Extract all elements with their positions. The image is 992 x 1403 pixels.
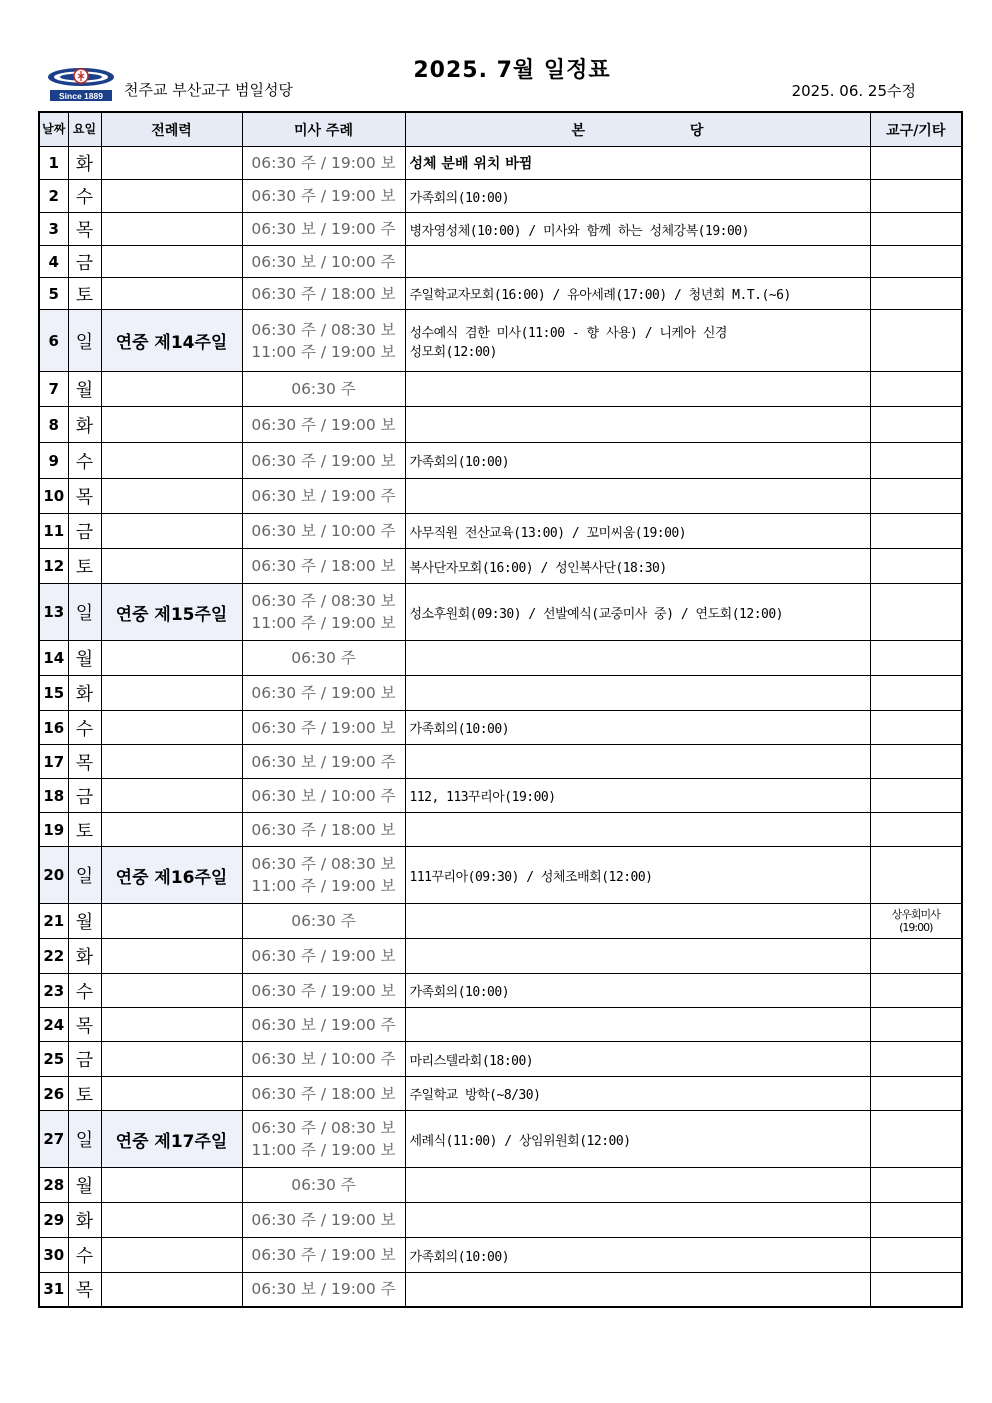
liturgy-cell bbox=[101, 407, 242, 443]
weekday-cell: 목 bbox=[68, 1008, 101, 1042]
liturgy-cell bbox=[101, 904, 242, 939]
diocese-event-cell bbox=[870, 779, 962, 813]
mass-line: 06:30 보 / 19:00 주 bbox=[251, 1015, 396, 1034]
day-cell: 24 bbox=[39, 1008, 68, 1042]
weekday-cell: 목 bbox=[68, 213, 101, 246]
liturgy-cell bbox=[101, 676, 242, 711]
weekday-cell: 일 bbox=[68, 847, 101, 904]
liturgy-cell bbox=[101, 745, 242, 779]
parish-event-text: 성수예식 겸한 미사(11:00 - 향 사용) / 니케아 신경 bbox=[409, 325, 727, 341]
weekday-cell: 금 bbox=[68, 514, 101, 549]
mass-cell bbox=[242, 147, 405, 180]
diocese-event-cell bbox=[870, 847, 962, 904]
liturgy-cell bbox=[101, 974, 242, 1008]
diocese-event-cell bbox=[870, 1168, 962, 1203]
table-row bbox=[39, 479, 962, 514]
liturgy-cell bbox=[101, 278, 242, 310]
mass-line: 06:30 주 / 19:00 보 bbox=[251, 1246, 396, 1264]
diocese-event-cell bbox=[870, 904, 962, 939]
weekday-cell: 화 bbox=[68, 407, 101, 443]
liturgy-cell bbox=[101, 1042, 242, 1077]
mass-cell bbox=[242, 1238, 405, 1273]
parish-event-cell bbox=[405, 278, 870, 310]
table-row bbox=[39, 676, 962, 711]
diocese-event-cell bbox=[870, 479, 962, 514]
mass-cell bbox=[242, 372, 405, 407]
weekday-cell: 월 bbox=[68, 372, 101, 407]
document-header bbox=[0, 0, 992, 110]
revision-date: 2025. 06. 25수정 bbox=[791, 82, 916, 100]
mass-line: 06:30 주 bbox=[291, 912, 356, 930]
diocese-event-cell bbox=[870, 745, 962, 779]
mass-line: 06:30 주 / 08:30 보 bbox=[251, 855, 396, 873]
mass-cell bbox=[242, 1203, 405, 1238]
day-cell: 8 bbox=[39, 407, 68, 443]
table-row bbox=[39, 1008, 962, 1042]
day-cell: 15 bbox=[39, 676, 68, 711]
parish-event-text: 성소후원회(09:30) / 선발예식(교중미사 중) / 연도회(12:00) bbox=[409, 606, 783, 622]
liturgy-cell bbox=[101, 939, 242, 974]
table-row bbox=[39, 549, 962, 584]
day-cell: 5 bbox=[39, 278, 68, 310]
parish-event-text: 세례식(11:00) / 상임위원회(12:00) bbox=[409, 1133, 631, 1149]
diocese-event-cell bbox=[870, 641, 962, 676]
day-cell: 26 bbox=[39, 1077, 68, 1111]
day-cell: 9 bbox=[39, 443, 68, 479]
liturgy-cell bbox=[101, 514, 242, 549]
day-cell: 3 bbox=[39, 213, 68, 246]
column-header-day: 날짜 bbox=[39, 112, 68, 147]
diocese-event-cell bbox=[870, 1273, 962, 1307]
diocese-event-cell bbox=[870, 1008, 962, 1042]
mass-line: 06:30 보 / 19:00 주 bbox=[251, 220, 396, 238]
diocese-event-cell bbox=[870, 310, 962, 372]
mass-line: 06:30 주 / 19:00 보 bbox=[251, 415, 396, 434]
liturgy-cell bbox=[101, 479, 242, 514]
parish-event-text: 마리스텔라회(18:00) bbox=[409, 1053, 534, 1069]
diocese-event-cell bbox=[870, 1077, 962, 1111]
mass-line: 11:00 주 / 19:00 보 bbox=[251, 1141, 396, 1159]
liturgy-cell bbox=[101, 246, 242, 278]
weekday-cell: 목 bbox=[68, 745, 101, 779]
mass-line: 06:30 주 / 19:00 보 bbox=[251, 154, 396, 172]
day-cell: 31 bbox=[39, 1273, 68, 1307]
weekday-cell: 토 bbox=[68, 549, 101, 584]
day-cell: 29 bbox=[39, 1203, 68, 1238]
day-cell: 25 bbox=[39, 1042, 68, 1077]
weekday-cell: 토 bbox=[68, 1077, 101, 1111]
day-cell: 7 bbox=[39, 372, 68, 407]
mass-cell bbox=[242, 641, 405, 676]
diocese-event-cell bbox=[870, 246, 962, 278]
day-cell: 4 bbox=[39, 246, 68, 278]
parish-event-text: 가족회의(10:00) bbox=[409, 985, 510, 1000]
table-row bbox=[39, 278, 962, 310]
schedule-table bbox=[38, 111, 963, 1308]
day-cell: 10 bbox=[39, 479, 68, 514]
mass-line: 06:30 보 / 19:00 주 bbox=[251, 487, 396, 505]
mass-line: 06:30 주 / 19:00 보 bbox=[251, 451, 396, 470]
day-cell: 17 bbox=[39, 745, 68, 779]
liturgy-cell bbox=[101, 372, 242, 407]
mass-line: 06:30 주 / 19:00 보 bbox=[251, 981, 396, 1000]
parish-event-cell bbox=[405, 1077, 870, 1111]
mass-cell bbox=[242, 310, 405, 372]
mass-cell bbox=[242, 711, 405, 745]
liturgy-cell bbox=[101, 779, 242, 813]
parish-event-cell bbox=[405, 1042, 870, 1077]
table-row bbox=[39, 407, 962, 443]
table-row bbox=[39, 213, 962, 246]
logo-text: Since 1889 bbox=[59, 91, 103, 101]
diocese-event-cell bbox=[870, 1111, 962, 1168]
diocese-event-cell bbox=[870, 278, 962, 310]
mass-cell bbox=[242, 180, 405, 213]
mass-cell bbox=[242, 813, 405, 847]
parish-event-cell bbox=[405, 514, 870, 549]
liturgy-cell bbox=[101, 711, 242, 745]
mass-line: 06:30 주 bbox=[291, 380, 356, 398]
parish-event-text: 병자영성체(10:00) / 미사와 함께 하는 성체강복(19:00) bbox=[409, 223, 749, 239]
mass-cell bbox=[242, 407, 405, 443]
mass-cell bbox=[242, 779, 405, 813]
parish-event-cell bbox=[405, 407, 870, 443]
column-header-weekday: 요일 bbox=[68, 112, 101, 147]
mass-cell bbox=[242, 443, 405, 479]
day-cell: 13 bbox=[39, 584, 68, 641]
parish-event-text: 사무직원 전산교육(13:00) / 꼬미씨움(19:00) bbox=[409, 525, 687, 541]
weekday-cell: 토 bbox=[68, 278, 101, 310]
parish-event-cell bbox=[405, 246, 870, 278]
diocese-event-cell bbox=[870, 676, 962, 711]
table-row bbox=[39, 1042, 962, 1077]
mass-line: 11:00 주 / 19:00 보 bbox=[251, 614, 396, 632]
liturgy-cell bbox=[101, 1168, 242, 1203]
diocese-event-cell bbox=[870, 813, 962, 847]
diocese-event-cell bbox=[870, 1042, 962, 1077]
weekday-cell: 일 bbox=[68, 584, 101, 641]
parish-event-cell bbox=[405, 1111, 870, 1168]
parish-event-cell bbox=[405, 1203, 870, 1238]
liturgy-cell bbox=[101, 180, 242, 213]
organization-name: 천주교 부산교구 범일성당 bbox=[124, 81, 293, 99]
diocese-event-cell bbox=[870, 711, 962, 745]
liturgy-cell bbox=[101, 549, 242, 584]
weekday-cell: 화 bbox=[68, 939, 101, 974]
mass-cell bbox=[242, 246, 405, 278]
table-row bbox=[39, 147, 962, 180]
weekday-cell: 수 bbox=[68, 974, 101, 1008]
parish-event-cell bbox=[405, 147, 870, 180]
table-row bbox=[39, 745, 962, 779]
diocese-event-cell bbox=[870, 514, 962, 549]
diocese-event-cell bbox=[870, 1203, 962, 1238]
table-row bbox=[39, 1077, 962, 1111]
mass-cell bbox=[242, 904, 405, 939]
liturgy-cell: 연중 제17주일 bbox=[101, 1111, 242, 1168]
day-cell: 22 bbox=[39, 939, 68, 974]
parish-event-cell bbox=[405, 443, 870, 479]
weekday-cell: 목 bbox=[68, 1273, 101, 1307]
page-title: 2025. 7월 일정표 bbox=[413, 58, 611, 83]
liturgy-cell: 연중 제14주일 bbox=[101, 310, 242, 372]
table-row bbox=[39, 847, 962, 904]
diocese-event-cell bbox=[870, 1238, 962, 1273]
mass-line: 06:30 보 / 10:00 주 bbox=[251, 522, 396, 540]
mass-cell bbox=[242, 939, 405, 974]
mass-line: 06:30 주 / 08:30 보 bbox=[251, 592, 396, 610]
table-row bbox=[39, 310, 962, 372]
liturgy-cell bbox=[101, 213, 242, 246]
day-cell: 18 bbox=[39, 779, 68, 813]
diocese-event-cell bbox=[870, 407, 962, 443]
table-row bbox=[39, 1238, 962, 1273]
mass-cell bbox=[242, 1168, 405, 1203]
mass-cell bbox=[242, 847, 405, 904]
diocese-event-cell bbox=[870, 549, 962, 584]
table-row bbox=[39, 779, 962, 813]
mass-cell bbox=[242, 514, 405, 549]
parish-event-cell bbox=[405, 676, 870, 711]
table-row bbox=[39, 813, 962, 847]
parish-event-cell bbox=[405, 310, 870, 372]
mass-line: 06:30 주 / 19:00 보 bbox=[251, 947, 396, 965]
table-row bbox=[39, 904, 962, 939]
column-header-diocese-etc: 교구/기타 bbox=[870, 112, 962, 147]
liturgy-cell bbox=[101, 147, 242, 180]
parish-event-cell bbox=[405, 974, 870, 1008]
diocese-event-cell bbox=[870, 147, 962, 180]
mass-line: 06:30 주 / 18:00 보 bbox=[251, 820, 396, 839]
parish-event-text: 주일학교 방학(~8/30) bbox=[409, 1088, 541, 1103]
mass-cell bbox=[242, 479, 405, 514]
parish-event-cell bbox=[405, 213, 870, 246]
mass-cell bbox=[242, 974, 405, 1008]
parish-event-cell bbox=[405, 779, 870, 813]
weekday-cell: 목 bbox=[68, 479, 101, 514]
liturgy-cell: 연중 제15주일 bbox=[101, 584, 242, 641]
table-row bbox=[39, 246, 962, 278]
weekday-cell: 일 bbox=[68, 310, 101, 372]
weekday-cell: 수 bbox=[68, 711, 101, 745]
table-row bbox=[39, 711, 962, 745]
parish-event-cell bbox=[405, 372, 870, 407]
parish-event-text: 주일학교자모회(16:00) / 유아세례(17:00) / 청년회 M.T.(~6) bbox=[409, 288, 791, 303]
day-cell: 28 bbox=[39, 1168, 68, 1203]
table-row bbox=[39, 372, 962, 407]
parish-event-cell bbox=[405, 1238, 870, 1273]
liturgy-cell bbox=[101, 813, 242, 847]
weekday-cell: 수 bbox=[68, 1238, 101, 1273]
mass-cell bbox=[242, 1042, 405, 1077]
day-cell: 16 bbox=[39, 711, 68, 745]
diocese-event-text: (19:00) bbox=[899, 921, 933, 934]
mass-line: 11:00 주 / 19:00 보 bbox=[251, 877, 396, 895]
mass-line: 06:30 보 / 10:00 주 bbox=[251, 252, 396, 271]
parish-event-cell bbox=[405, 904, 870, 939]
parish-event-cell bbox=[405, 584, 870, 641]
weekday-cell: 금 bbox=[68, 779, 101, 813]
table-row bbox=[39, 1203, 962, 1238]
liturgy-cell bbox=[101, 1008, 242, 1042]
diocese-event-text: 상우회미사 bbox=[891, 908, 940, 921]
day-cell: 20 bbox=[39, 847, 68, 904]
mass-cell bbox=[242, 1111, 405, 1168]
liturgy-cell: 연중 제16주일 bbox=[101, 847, 242, 904]
day-cell: 30 bbox=[39, 1238, 68, 1273]
mass-line: 06:30 주 / 19:00 보 bbox=[251, 718, 396, 737]
parish-event-cell bbox=[405, 180, 870, 213]
parish-event-text: 112, 113꾸리아(19:00) bbox=[409, 790, 556, 805]
parish-event-text: 가족회의(10:00) bbox=[409, 190, 510, 206]
parish-event-text: 성체 분배 위치 바뀜 bbox=[409, 156, 533, 172]
parish-event-cell bbox=[405, 641, 870, 676]
mass-line: 06:30 보 / 10:00 주 bbox=[251, 786, 396, 805]
parish-event-cell bbox=[405, 939, 870, 974]
mass-cell bbox=[242, 745, 405, 779]
liturgy-cell bbox=[101, 1238, 242, 1273]
parish-event-text: 성모회(12:00) bbox=[409, 344, 497, 360]
weekday-cell: 수 bbox=[68, 443, 101, 479]
mass-line: 06:30 주 / 18:00 보 bbox=[251, 1084, 396, 1103]
mass-line: 06:30 주 / 18:00 보 bbox=[251, 557, 396, 575]
table-row bbox=[39, 641, 962, 676]
parish-event-text: 가족회의(10:00) bbox=[409, 722, 510, 737]
weekday-cell: 금 bbox=[68, 1042, 101, 1077]
parish-event-text: 111꾸리아(09:30) / 성체조배회(12:00) bbox=[409, 869, 653, 885]
table-row bbox=[39, 974, 962, 1008]
day-cell: 6 bbox=[39, 310, 68, 372]
weekday-cell: 수 bbox=[68, 180, 101, 213]
parish-event-cell bbox=[405, 1008, 870, 1042]
day-cell: 27 bbox=[39, 1111, 68, 1168]
weekday-cell: 화 bbox=[68, 676, 101, 711]
mass-line: 06:30 보 / 19:00 주 bbox=[251, 752, 396, 771]
diocese-event-cell bbox=[870, 584, 962, 641]
table-row bbox=[39, 443, 962, 479]
weekday-cell: 화 bbox=[68, 147, 101, 180]
weekday-cell: 화 bbox=[68, 1203, 101, 1238]
weekday-cell: 토 bbox=[68, 813, 101, 847]
mass-line: 06:30 주 / 19:00 보 bbox=[251, 1211, 396, 1229]
column-header-mass: 미사 주례 bbox=[242, 112, 405, 147]
parish-event-text: 가족회의(10:00) bbox=[409, 455, 510, 470]
weekday-cell: 월 bbox=[68, 904, 101, 939]
parish-event-cell bbox=[405, 479, 870, 514]
parish-event-cell bbox=[405, 1273, 870, 1307]
diocese-event-cell bbox=[870, 939, 962, 974]
mass-line: 06:30 보 / 10:00 주 bbox=[251, 1050, 396, 1068]
table-row bbox=[39, 1273, 962, 1307]
parish-event-cell bbox=[405, 549, 870, 584]
day-cell: 12 bbox=[39, 549, 68, 584]
mass-line: 06:30 주 / 08:30 보 bbox=[251, 320, 396, 339]
mass-cell bbox=[242, 676, 405, 711]
weekday-cell: 일 bbox=[68, 1111, 101, 1168]
day-cell: 1 bbox=[39, 147, 68, 180]
mass-cell bbox=[242, 1273, 405, 1307]
table-row bbox=[39, 514, 962, 549]
parish-event-text: 복사단자모회(16:00) / 성인복사단(18:30) bbox=[409, 560, 667, 576]
liturgy-cell bbox=[101, 1203, 242, 1238]
mass-cell bbox=[242, 278, 405, 310]
table-row bbox=[39, 1111, 962, 1168]
parish-event-cell bbox=[405, 745, 870, 779]
day-cell: 14 bbox=[39, 641, 68, 676]
mass-line: 06:30 주 / 18:00 보 bbox=[251, 284, 396, 303]
diocese-event-cell bbox=[870, 372, 962, 407]
column-header-parish: 본 당 bbox=[405, 112, 870, 147]
mass-line: 06:30 주 / 19:00 보 bbox=[251, 684, 396, 702]
liturgy-cell bbox=[101, 443, 242, 479]
weekday-cell: 월 bbox=[68, 1168, 101, 1203]
day-cell: 19 bbox=[39, 813, 68, 847]
parish-event-cell bbox=[405, 711, 870, 745]
mass-cell bbox=[242, 549, 405, 584]
table-row bbox=[39, 1168, 962, 1203]
weekday-cell: 월 bbox=[68, 641, 101, 676]
mass-line: 06:30 주 bbox=[291, 1176, 356, 1194]
mass-cell bbox=[242, 1077, 405, 1111]
table-header-row bbox=[39, 112, 962, 147]
liturgy-cell bbox=[101, 1273, 242, 1307]
mass-cell bbox=[242, 1008, 405, 1042]
day-cell: 21 bbox=[39, 904, 68, 939]
parish-event-cell bbox=[405, 847, 870, 904]
liturgy-cell bbox=[101, 641, 242, 676]
mass-cell bbox=[242, 213, 405, 246]
table-row bbox=[39, 180, 962, 213]
mass-line: 06:30 주 / 19:00 보 bbox=[251, 187, 396, 205]
mass-line: 11:00 주 / 19:00 보 bbox=[251, 342, 396, 361]
diocese-event-cell bbox=[870, 443, 962, 479]
diocese-event-cell bbox=[870, 180, 962, 213]
parish-event-cell bbox=[405, 813, 870, 847]
column-header-liturgy: 전례력 bbox=[101, 112, 242, 147]
day-cell: 11 bbox=[39, 514, 68, 549]
mass-line: 06:30 주 bbox=[291, 649, 356, 667]
mass-cell bbox=[242, 584, 405, 641]
diocese-event-cell bbox=[870, 974, 962, 1008]
day-cell: 2 bbox=[39, 180, 68, 213]
day-cell: 23 bbox=[39, 974, 68, 1008]
table-row bbox=[39, 939, 962, 974]
parish-event-cell bbox=[405, 1168, 870, 1203]
mass-line: 06:30 주 / 08:30 보 bbox=[251, 1119, 396, 1137]
diocese-event-cell bbox=[870, 213, 962, 246]
weekday-cell: 금 bbox=[68, 246, 101, 278]
liturgy-cell bbox=[101, 1077, 242, 1111]
mass-line: 06:30 보 / 19:00 주 bbox=[251, 1280, 396, 1299]
parish-event-text: 가족회의(10:00) bbox=[409, 1249, 510, 1265]
table-row bbox=[39, 584, 962, 641]
